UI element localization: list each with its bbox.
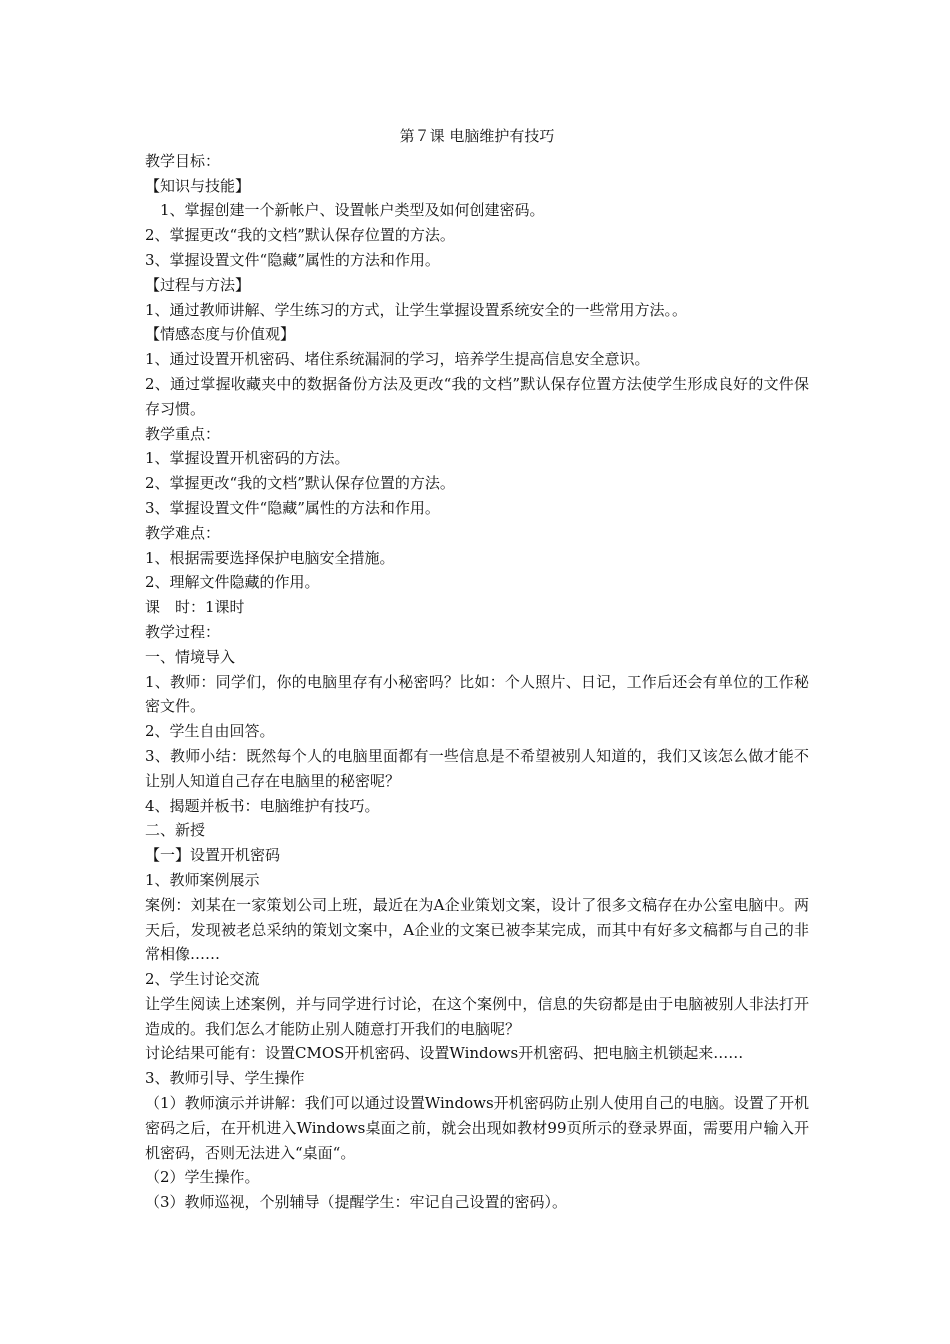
subheading-process-methods: 【过程与方法】 (145, 275, 251, 294)
objective-item: 1、掌握创建一个新帐户、设置帐户类型及如何创建密码。 (160, 201, 545, 220)
discussion-paragraph: 让学生阅读上述案例，并与同学进行讨论，在这个案例中，信息的失窃都是由于电脑被别人非法打开造成的。我们怎么才能防止别人随意打开我们的电脑呢？ (145, 994, 809, 1038)
step-heading-intro: 一、情境导入 (145, 647, 236, 666)
class-hours: 课 时：1课时 (145, 598, 245, 617)
procedure-item: （2）学生操作。 (145, 1168, 260, 1187)
procedure-item: 1、教师：同学们，你的电脑里存有小秘密吗？比如：个人照片、日记，工作后还会有单位的工作秘密文件。 (145, 672, 809, 716)
subheading-attitude-values: 【情感态度与价值观】 (145, 325, 296, 344)
procedure-item: 1、教师案例展示 (145, 870, 260, 889)
step-heading-new-lesson: 二、新授 (145, 821, 206, 840)
objective-item: 2、掌握更改“我的文档”默认保存位置的方法。 (145, 226, 455, 245)
procedure-item: 4、揭题并板书：电脑维护有技巧。 (145, 796, 380, 815)
section-heading-difficulties: 教学难点： (145, 523, 221, 542)
section-heading-key-points: 教学重点： (145, 424, 221, 443)
demo-paragraph: （1）教师演示并讲解：我们可以通过设置Windows开机密码防止别人使用自己的电脑。设置了开机密码之后，在开机进入Windows桌面之前，就会出现如教材99页所示的登录界面，需要用户输入开机密码，否则无法进入“桌面“。 (145, 1094, 809, 1162)
procedure-item: 3、教师小结：既然每个人的电脑里面都有一些信息是不希望被别人知道的，我们又该怎么做才能不让别人知道自己存在电脑里的秘密呢？ (145, 746, 809, 790)
key-point-item: 3、掌握设置文件“隐藏”属性的方法和作用。 (145, 498, 440, 517)
difficulty-item: 1、根据需要选择保护电脑安全措施。 (145, 548, 395, 567)
subheading-knowledge-skills: 【知识与技能】 (145, 176, 251, 195)
subheading-boot-password: 【一】设置开机密码 (145, 846, 281, 865)
document-body (145, 124, 809, 1215)
objective-item: 1、通过教师讲解、学生练习的方式，让学生掌握设置系统安全的一些常用方法。。 (145, 300, 688, 319)
objective-item: 2、通过掌握收藏夹中的数据备份方法及更改“我的文档”默认保存位置方法使学生形成良好的文件保存习惯。 (145, 374, 809, 418)
procedure-item: 3、教师引导、学生操作 (145, 1069, 305, 1088)
procedure-item: 2、学生自由回答。 (145, 722, 275, 741)
lesson-title: 第７课 电脑维护有技巧 (399, 127, 555, 145)
difficulty-item: 2、理解文件隐藏的作用。 (145, 573, 320, 592)
procedure-item: 2、学生讨论交流 (145, 970, 260, 989)
objective-item: 1、通过设置开机密码、堵住系统漏洞的学习，培养学生提高信息安全意识。 (145, 350, 650, 369)
key-point-item: 1、掌握设置开机密码的方法。 (145, 449, 350, 468)
section-heading-procedure: 教学过程： (145, 622, 221, 641)
discussion-result: 讨论结果可能有：设置CMOS开机密码、设置Windows开机密码、把电脑主机锁起来…… (145, 1044, 744, 1063)
objective-item: 3、掌握设置文件“隐藏”属性的方法和作用。 (145, 250, 440, 269)
case-paragraph: 案例：刘某在一家策划公司上班，最近在为A企业策划文案，设计了很多文稿存在办公室电脑中。两天后，发现被老总采纳的策划文案中，A企业的文案已被李某完成，而其中有好多文稿都与自己的非常相像…… (145, 895, 809, 964)
procedure-item: （3）教师巡视，个别辅导（提醒学生：牢记自己设置的密码）。 (145, 1193, 568, 1212)
section-heading-objectives: 教学目标： (145, 151, 221, 170)
key-point-item: 2、掌握更改“我的文档”默认保存位置的方法。 (145, 474, 455, 493)
